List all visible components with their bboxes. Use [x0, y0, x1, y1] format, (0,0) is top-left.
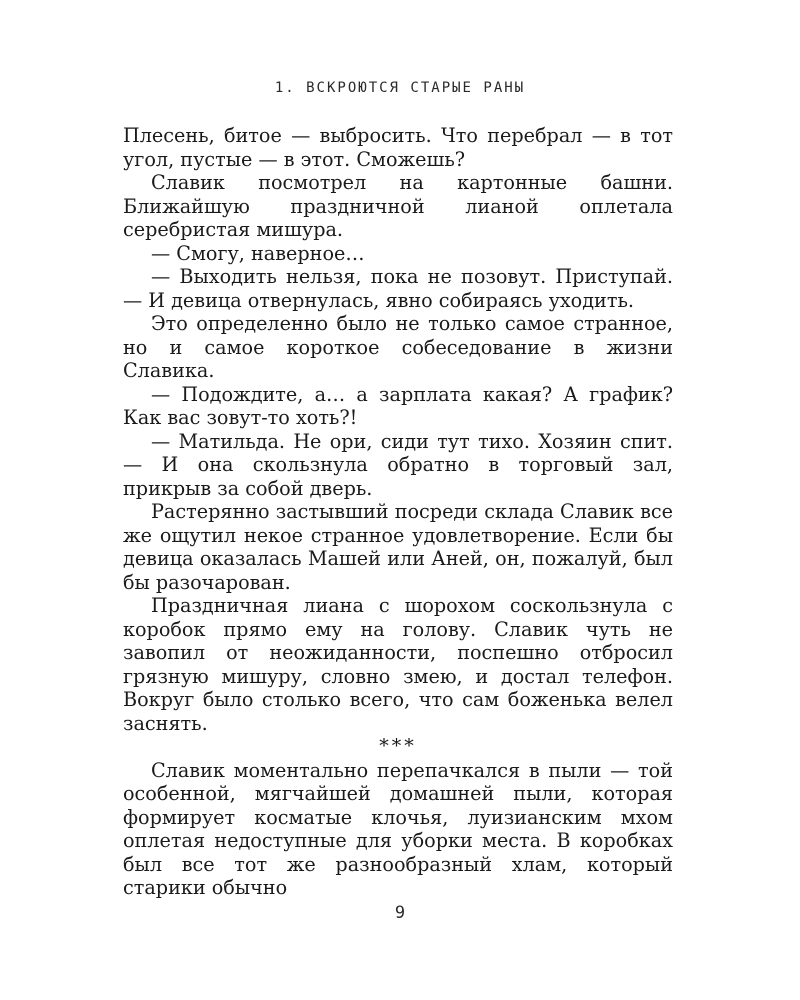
paragraph: Плесень, битое — выбросить. Что перебрал — в тот угол, пустые — в этот. Сможешь?: [123, 124, 673, 171]
paragraph: Праздничная лиана с шорохом соскользнула с коробок прямо ему на голову. Славик чуть не завопил от неожиданности, поспешно отбросил грязную мишуру, словно змею, и достал телефон. Вокруг было столько всего, что сам боженька велел заснять.: [123, 594, 673, 735]
paragraph: Славик посмотрел на картонные башни. Ближайшую праздничной лианой оплетала серебристая мишура.: [123, 171, 673, 241]
paragraph: — Подождите, а… а зарплата какая? А график? Как вас зовут-то хоть?!: [123, 382, 673, 429]
paragraph: Растерянно застывший посреди склада Славик все же ощутил некое странное удовлетворение. Если бы девица оказалась Машей или Аней, он, пожалуй, был бы разочарован.: [123, 500, 673, 594]
running-head: 1. ВСКРОЮТСЯ СТАРЫЕ РАНЫ: [274, 80, 526, 96]
paragraph: — Смогу, наверное…: [151, 241, 365, 265]
paragraph: Славик моментально перепачкался в пыли — той особенной, мягчайшей домашней пыли, которая формирует косматые клочья, луизианским мхом оплетая недоступные для уборки места. В коробках был все тот же разнообразный хлам, который старики обычно: [123, 758, 673, 899]
body-text: [123, 124, 673, 900]
paragraph: — Выходить нельзя, пока не позовут. Приступай.— И девица отвернулась, явно собираясь уходить.: [123, 265, 673, 312]
paragraph: — Матильда. Не ори, сиди тут тихо. Хозяин спит.— И она скользнула обратно в торговый зал, прикрыв за собой дверь.: [123, 429, 673, 500]
section-separator: ***: [379, 735, 417, 757]
paragraph: Это определенно было не только самое странное, но и самое короткое собеседование в жизни Славика.: [123, 312, 673, 382]
page-number: 9: [394, 903, 406, 923]
